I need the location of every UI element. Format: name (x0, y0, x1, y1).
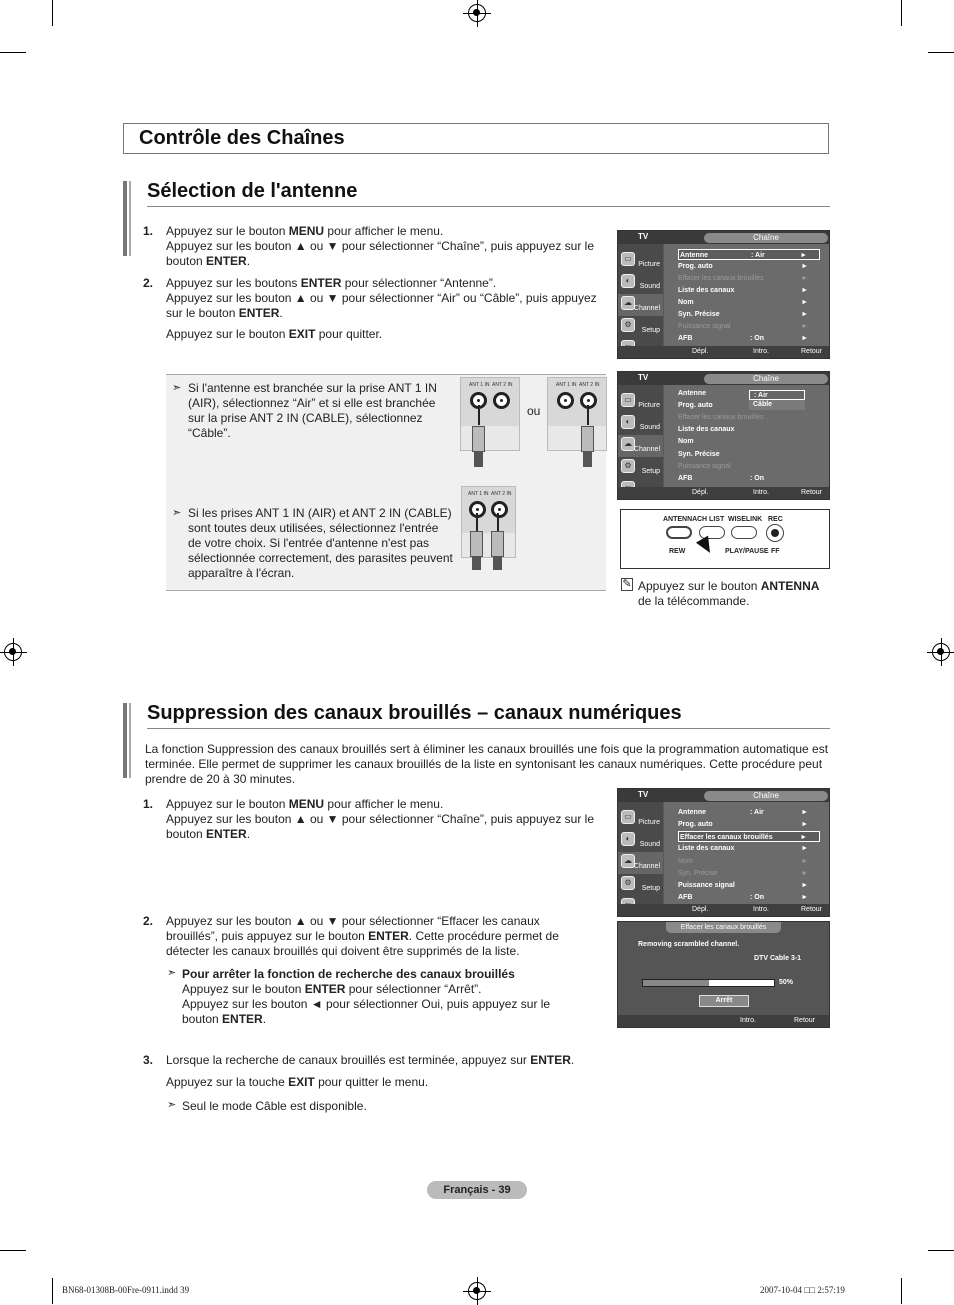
cable-area (547, 426, 607, 451)
section-title: Sélection de l'antenne (147, 180, 358, 202)
stop-note: Pour arrêter la fonction de recherche des canaux brouillés Appuyez sur le bouton ENTER pour sélectionner “Arrêt”. Appuyez sur les bouton ◄ pour sélectionner Oui, puis appuyez sur le bouton ENTER. (182, 967, 551, 1026)
menu-item: Syn. Précise ► (678, 870, 808, 877)
cable-plug-icon (491, 531, 504, 557)
remote-note-icon: ✎ (622, 578, 632, 590)
antenna-dropdown (749, 390, 805, 410)
note-2: Si les prises ANT 1 IN (AIR) et ANT 2 IN (CABLE) sont toutes deux utilisées, sélectionnez l'entrée de votre choix. Si l'entrée d'antenne n'est pas sélectionnée correctement, des parasites peuvent apparaître à l'écran. (188, 506, 453, 580)
page-number: Français - 39 (427, 1181, 527, 1199)
step-2-text: Appuyez sur les boutons ENTER pour sélectionner “Antenne”. Appuyez sur les bouton ▲ ou ▼ pour sélectionner “Air” ou “Câble”, puis appuyez sur le bouton ENTER. (166, 276, 597, 320)
menu-item-antenne: Antenne : Air ► (678, 809, 808, 816)
menu-item: Effacer les canaux brouillés (678, 414, 764, 421)
section-underline (147, 728, 830, 729)
crop-mark (0, 52, 26, 53)
registration-mark-icon (468, 4, 486, 22)
menu-item: AFB : On ► (678, 335, 808, 342)
side-item-setup: ⚙ Setup (618, 874, 663, 896)
tv-menu-screen: TV Chaîne ▭ Picture ◐ Sound ☁ Channel ⚙ Setup Antenne : Air ► Prog. auto ► Effacer les canaux brouillés ► Liste des canaux ► Nom ► Syn. Précise ► Puissance signal ► AFB : On ► Dépl. Intro. Retour (617, 230, 830, 359)
progress-footer: Intro. Retour (618, 1015, 829, 1027)
remote-note: Appuyez sur le bouton ANTENNA de la télécommande. (638, 579, 820, 608)
dropdown-option-cable: Câble (753, 401, 773, 408)
note-arrow-icon: ➣ (172, 507, 182, 519)
section-bar (129, 181, 131, 256)
tv-label: TV (638, 232, 649, 241)
cable-icon (493, 557, 502, 570)
menu-item: Nom ► (678, 299, 808, 306)
menu-item: Effacer les canaux brouillés ► (678, 275, 808, 282)
cable-plug-icon (470, 531, 483, 557)
menu-item: Liste des canaux ► (678, 845, 808, 852)
menu-item: Puissance signal ► (678, 323, 808, 330)
menu-item: Nom ► (678, 858, 808, 865)
tv-menu-screen: TV Chaîne ▭ Picture ◐ Sound ☁ Channel ⚙ Setup Antenne : Air ► Prog. auto ► Effacer les canaux brouillés ► Liste des canaux ► Nom ► Syn. Précise ► Puissance signal ► AFB : On ► Dépl. Intro. Retour (617, 788, 830, 917)
side-item-picture: ▭ Picture (618, 250, 663, 272)
crop-mark (52, 0, 53, 26)
menu-item: Puissance signal (678, 463, 731, 470)
menu-item-antenne: Antenne : Air ► (678, 249, 820, 260)
progress-header: Effacer les canaux brouillés (666, 922, 781, 933)
note-arrow-icon: ➣ (167, 1099, 177, 1111)
crop-mark (52, 1278, 53, 1304)
registration-mark-icon (4, 643, 22, 661)
channel-icon: ☁ (621, 437, 635, 451)
section-intro: La fonction Suppression des canaux brouillés sert à éliminer les canaux brouillés une fois que la programmation automatique est terminée. Elle permet de supprimer les canaux brouillés de la liste en syntonisant les canaux numériques. Cette procédure peut prendre de 20 à 30 minutes. (145, 742, 829, 786)
menu-item-effacer: Effacer les canaux brouillés ► (678, 831, 820, 842)
menu-item: Prog. auto (678, 402, 713, 409)
note-1: Si l'antenne est branchée sur la prise ANT 1 IN (AIR), sélectionnez “Air” et si elle est branchée sur la prise ANT 2 IN (CABLE), sélectionnez “Câble”. (188, 381, 437, 440)
step-number: 2. (143, 914, 154, 928)
step-number: 1. (143, 224, 154, 238)
antenna-button (666, 526, 692, 539)
crop-mark (928, 1250, 954, 1251)
crop-mark (0, 1250, 26, 1251)
picture-icon: ▭ (621, 252, 635, 266)
cable-icon (474, 452, 483, 467)
menu-item: Puissance signal ► (678, 882, 808, 889)
footer-filename: BN68-01308B-00Fre-0911.indd 39 (62, 1285, 190, 1295)
tv-menu-screen: TV Chaîne ▭ Picture ◐ Sound ☁ Channel ⚙ Setup Antenne Prog. auto Effacer les canaux brouillés Liste des canaux Nom Syn. Précise Puissance signal AFB : On : Air Câble Dépl. Intro. Retour (617, 371, 830, 500)
antenna-panel: ANT 1 IN ANT 2 IN (461, 486, 516, 535)
ant2-port-icon (491, 501, 508, 518)
antenna-panel: ANT 1 IN ANT 2 IN (547, 377, 607, 428)
progress-bar-fill (643, 980, 709, 986)
progress-status: Removing scrambled channel. (638, 941, 740, 948)
side-item-channel: ☁ Channel (618, 294, 663, 316)
note-arrow-icon: ➣ (167, 967, 177, 979)
chapter-title: Contrôle des Chaînes (123, 123, 829, 154)
crop-mark (901, 1278, 902, 1304)
arrow-icon (476, 513, 478, 533)
cable-plug-icon (472, 426, 485, 452)
section-title: Suppression des canaux brouillés – canaux numériques (147, 702, 682, 724)
stop-button[interactable]: Arrêt (699, 995, 749, 1007)
picture-icon: ▭ (621, 393, 635, 407)
setup-icon: ⚙ (621, 459, 635, 473)
setup-icon: ⚙ (621, 876, 635, 890)
progress-screen (617, 921, 830, 1028)
side-item-picture: ▭ Picture (618, 808, 663, 830)
note-arrow-icon: ➣ (172, 382, 182, 394)
step-2-text: Appuyez sur les bouton ▲ ou ▼ pour sélectionner “Effacer les canaux brouillés”, puis appuyez sur le bouton ENTER. Cette procédure permet de détecter les canaux brouillés qui doivent être supprimés de la liste. (166, 914, 559, 958)
arrow-icon (587, 405, 589, 425)
section-bar (129, 703, 131, 778)
cable-plug-icon (581, 426, 594, 452)
setup-icon: ⚙ (621, 318, 635, 332)
menu-item: Nom (678, 438, 694, 445)
channel-icon: ☁ (621, 296, 635, 310)
cable-icon (472, 557, 481, 570)
menu-item: AFB : On (678, 475, 764, 482)
remote-control: ANTENNA CH LIST WISELINK REC REW PLAY/PAUSE FF (620, 509, 830, 569)
section-bar (123, 703, 127, 778)
registration-mark-icon (468, 1282, 486, 1300)
step-3-text: Lorsque la recherche de canaux brouillés est terminée, appuyez sur ENTER. (166, 1053, 575, 1067)
side-item-picture: ▭ Picture (618, 391, 663, 413)
progress-channel: DTV Cable 3-1 (754, 955, 802, 962)
side-item-channel: ☁ Channel (618, 852, 663, 874)
menu-item: Prog. auto ► (678, 821, 808, 828)
or-label: ou (527, 404, 541, 418)
menu-item: Syn. Précise ► (678, 311, 808, 318)
progress-percent: 50% (779, 979, 794, 986)
cable-only-note: Seul le mode Câble est disponible. (182, 1099, 367, 1113)
side-item-setup: ⚙ Setup (618, 316, 663, 338)
ant1-port-icon (557, 392, 574, 409)
section-bar (123, 181, 127, 256)
menu-item: Syn. Précise (678, 451, 720, 458)
footer-timestamp: 2007-10-04 □□ 2:57:19 (760, 1285, 845, 1295)
side-item-channel: ☁ Channel (618, 435, 663, 457)
menu-item: AFB : On ► (678, 894, 808, 901)
step-1-text: Appuyez sur le bouton MENU pour afficher le menu. Appuyez sur les bouton ▲ ou ▼ pour sélectionner “Chaîne”, puis appuyez sur le bouton ENTER. (166, 224, 594, 268)
arrow-icon (497, 513, 499, 533)
picture-icon: ▭ (621, 810, 635, 824)
menu-header: Chaîne (704, 233, 828, 243)
channel-icon: ☁ (621, 854, 635, 868)
menu-item-antenne: Antenne (678, 390, 706, 397)
exit-instruction: Appuyez sur la touche EXIT pour quitter le menu. (166, 1075, 429, 1089)
registration-mark-icon (932, 643, 950, 661)
cable-area (460, 426, 520, 451)
step-number: 2. (143, 276, 154, 290)
menu-item: Liste des canaux ► (678, 287, 808, 294)
menu-item: Prog. auto ► (678, 263, 808, 270)
sound-icon: ◐ (621, 274, 635, 288)
step-number: 3. (143, 1053, 154, 1067)
crop-mark (928, 52, 954, 53)
progress-bar (642, 979, 775, 987)
crop-mark (901, 0, 902, 26)
side-item-sound: ◐ Sound (618, 830, 663, 852)
side-item-sound: ◐ Sound (618, 272, 663, 294)
sound-icon: ◐ (621, 415, 635, 429)
arrow-icon (478, 405, 480, 425)
wiselink-button (731, 526, 757, 539)
exit-instruction: Appuyez sur le bouton EXIT pour quitter. (166, 327, 383, 341)
dropdown-option-air: : Air (749, 390, 805, 400)
sound-icon: ◐ (621, 832, 635, 846)
side-item-sound: ◐ Sound (618, 413, 663, 435)
cable-icon (583, 452, 592, 467)
side-item-setup: ⚙ Setup (618, 457, 663, 479)
menu-item: Liste des canaux (678, 426, 735, 433)
section-underline (147, 206, 830, 207)
step-number: 1. (143, 797, 154, 811)
step-1-text: Appuyez sur le bouton MENU pour afficher le menu. Appuyez sur les bouton ▲ ou ▼ pour sélectionner “Chaîne”, puis appuyez sur le bouton ENTER. (166, 797, 594, 841)
rec-button (766, 524, 784, 542)
ant2-port-icon (493, 392, 510, 409)
antenna-panel: ANT 1 IN ANT 2 IN (460, 377, 520, 428)
